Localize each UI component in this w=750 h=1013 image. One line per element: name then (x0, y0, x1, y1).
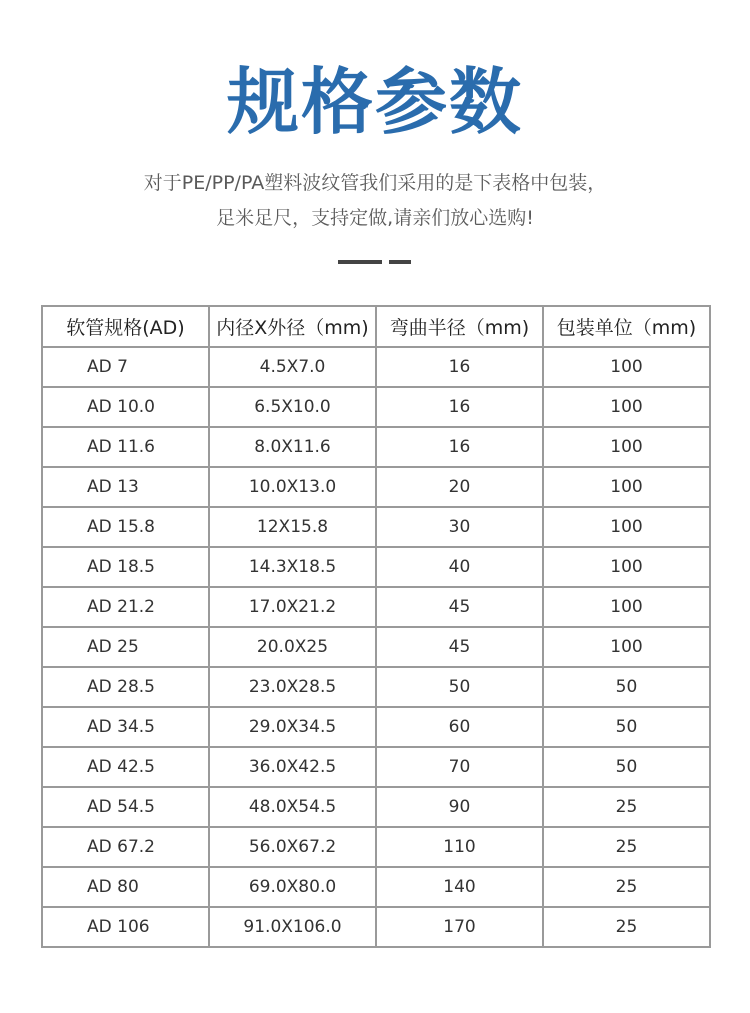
cell-model: AD 15.8 (42, 507, 209, 547)
cell-bend-radius: 110 (376, 827, 543, 867)
cell-diameter: 29.0X34.5 (209, 707, 376, 747)
cell-diameter: 17.0X21.2 (209, 587, 376, 627)
cell-model: AD 80 (42, 867, 209, 907)
header-package-unit: 包装单位（mm) (543, 306, 710, 347)
table-row (42, 427, 710, 467)
table-row (42, 547, 710, 587)
cell-package-unit: 100 (543, 627, 710, 667)
cell-model: AD 67.2 (42, 827, 209, 867)
table-row (42, 747, 710, 787)
divider-long (338, 260, 382, 264)
table-row (42, 387, 710, 427)
intro-text-line-1: 对于PE/PP/PA塑料波纹管我们采用的是下表格中包装， (143, 172, 607, 194)
cell-bend-radius: 40 (376, 547, 543, 587)
cell-diameter: 69.0X80.0 (209, 867, 376, 907)
cell-model: AD 42.5 (42, 747, 209, 787)
cell-model: AD 34.5 (42, 707, 209, 747)
cell-package-unit: 25 (543, 867, 710, 907)
table-row (42, 587, 710, 627)
cell-package-unit: 25 (543, 827, 710, 867)
header-hose-spec: 软管规格(AD) (42, 306, 209, 347)
cell-bend-radius: 16 (376, 347, 543, 387)
table-row (42, 707, 710, 747)
cell-package-unit: 100 (543, 587, 710, 627)
table-header-row (42, 306, 710, 347)
cell-package-unit: 100 (543, 387, 710, 427)
cell-package-unit: 100 (543, 427, 710, 467)
table-row (42, 467, 710, 507)
cell-diameter: 6.5X10.0 (209, 387, 376, 427)
cell-bend-radius: 30 (376, 507, 543, 547)
cell-package-unit: 100 (543, 547, 710, 587)
table-row (42, 867, 710, 907)
table-row (42, 667, 710, 707)
table-row (42, 787, 710, 827)
cell-bend-radius: 45 (376, 587, 543, 627)
cell-bend-radius: 20 (376, 467, 543, 507)
cell-bend-radius: 16 (376, 387, 543, 427)
cell-package-unit: 25 (543, 907, 710, 947)
cell-bend-radius: 70 (376, 747, 543, 787)
cell-bend-radius: 90 (376, 787, 543, 827)
cell-diameter: 48.0X54.5 (209, 787, 376, 827)
cell-diameter: 91.0X106.0 (209, 907, 376, 947)
cell-model: AD 7 (42, 347, 209, 387)
cell-model: AD 25 (42, 627, 209, 667)
cell-model: AD 13 (42, 467, 209, 507)
cell-package-unit: 100 (543, 507, 710, 547)
header-inner-outer-diameter: 内径X外径（mm) (209, 306, 376, 347)
cell-diameter: 56.0X67.2 (209, 827, 376, 867)
table-row (42, 347, 710, 387)
divider-short (389, 260, 411, 264)
cell-model: AD 54.5 (42, 787, 209, 827)
cell-diameter: 12X15.8 (209, 507, 376, 547)
cell-model: AD 18.5 (42, 547, 209, 587)
cell-package-unit: 50 (543, 747, 710, 787)
cell-model: AD 21.2 (42, 587, 209, 627)
cell-bend-radius: 60 (376, 707, 543, 747)
cell-package-unit: 100 (543, 347, 710, 387)
header-bend-radius: 弯曲半径（mm) (376, 306, 543, 347)
cell-model: AD 10.0 (42, 387, 209, 427)
cell-bend-radius: 170 (376, 907, 543, 947)
table-row (42, 627, 710, 667)
intro-text-line-2: 足米足尺，支持定做,请亲们放心选购! (216, 207, 534, 229)
cell-model: AD 28.5 (42, 667, 209, 707)
cell-diameter: 10.0X13.0 (209, 467, 376, 507)
table-row (42, 827, 710, 867)
cell-package-unit: 50 (543, 707, 710, 747)
cell-bend-radius: 50 (376, 667, 543, 707)
table-row (42, 907, 710, 947)
cell-bend-radius: 16 (376, 427, 543, 467)
cell-model: AD 106 (42, 907, 209, 947)
cell-package-unit: 25 (543, 787, 710, 827)
cell-diameter: 14.3X18.5 (209, 547, 376, 587)
cell-model: AD 11.6 (42, 427, 209, 467)
cell-bend-radius: 45 (376, 627, 543, 667)
cell-diameter: 4.5X7.0 (209, 347, 376, 387)
page-title: 规格参数 (226, 60, 523, 144)
table-row (42, 507, 710, 547)
cell-diameter: 20.0X25 (209, 627, 376, 667)
cell-diameter: 23.0X28.5 (209, 667, 376, 707)
cell-package-unit: 100 (543, 467, 710, 507)
cell-diameter: 36.0X42.5 (209, 747, 376, 787)
cell-bend-radius: 140 (376, 867, 543, 907)
cell-package-unit: 50 (543, 667, 710, 707)
spec-table (41, 305, 711, 948)
cell-diameter: 8.0X11.6 (209, 427, 376, 467)
